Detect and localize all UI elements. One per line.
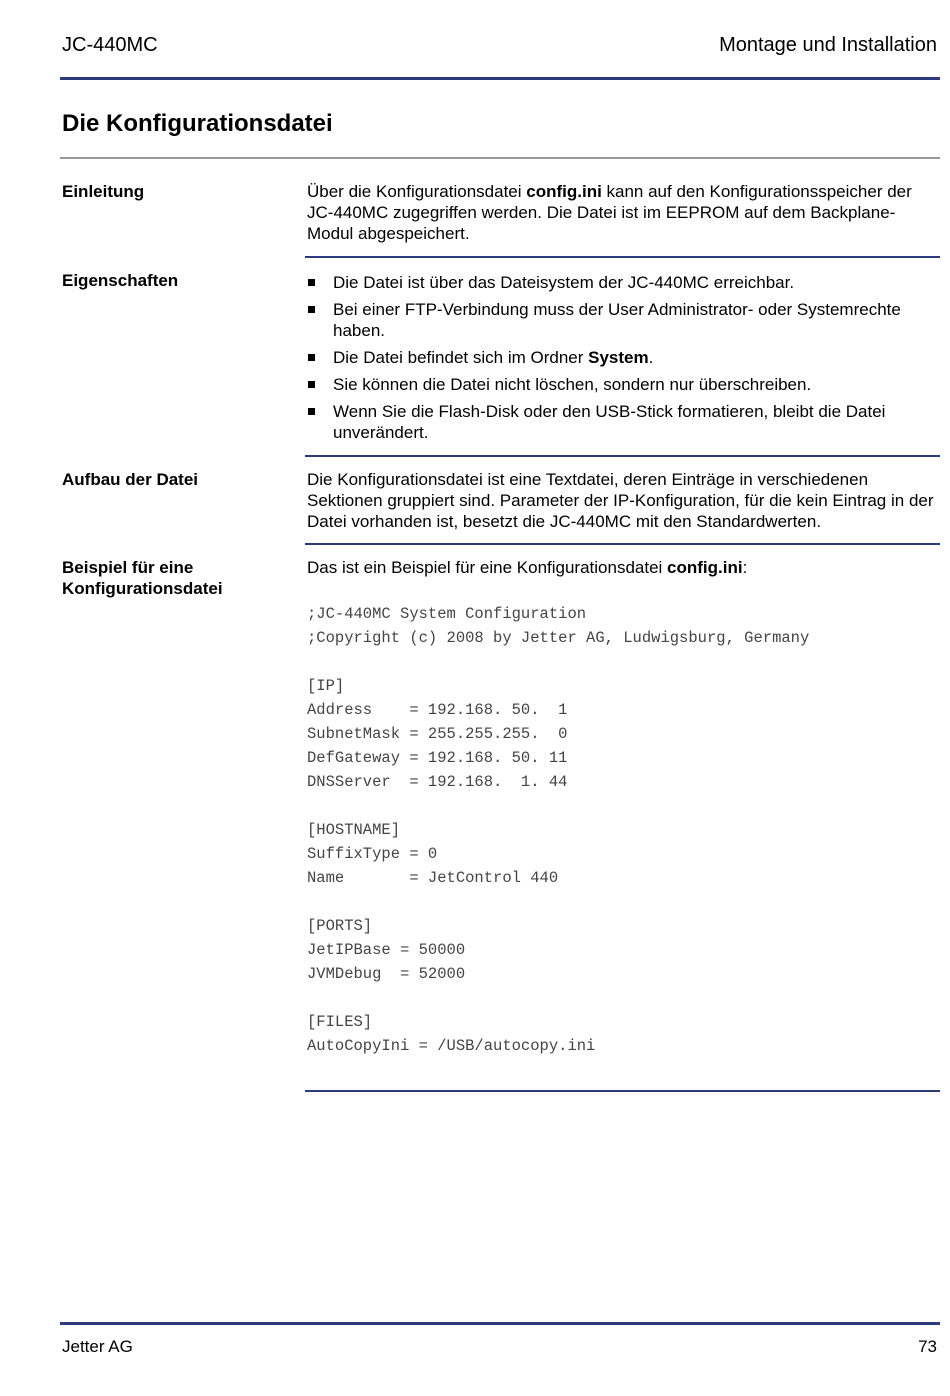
list-item-text: .: [648, 348, 654, 367]
section-label-aufbau: Aufbau der Datei: [62, 470, 199, 489]
label-line: Beispiel für eine: [62, 558, 194, 577]
bullet-square-icon: [308, 408, 315, 415]
section-text-aufbau: Die Konfigurationsdatei ist eine Textdatei, deren Einträge in verschiedenen Sektionen gruppiert sind. Parameter der IP-Konfiguration, für die kein Eintrag in der Datei vorhanden ist, besetzt die JC-440MC mit den Standardwerten.: [307, 470, 934, 531]
bullet-square-icon: [308, 381, 315, 388]
section-label-beispiel: [62, 557, 292, 599]
list-item-text: Die Datei ist über das Dateisystem der JC-440MC erreichbar.: [333, 273, 795, 292]
footer-company: Jetter AG: [62, 1337, 133, 1356]
list-item-text: Sie können die Datei nicht löschen, sondern nur überschreiben.: [333, 375, 812, 394]
section-divider: [305, 543, 940, 545]
bullet-square-icon: [308, 354, 315, 361]
list-item-text: Wenn Sie die Flash-Disk oder den USB-Stick formatieren, bleibt die Datei unverändert.: [333, 402, 886, 442]
list-item-text: Bei einer FTP-Verbindung muss der User Administrator- oder Systemrechte haben.: [333, 300, 901, 340]
einleitung-text-part: kann auf den Konfigurationsspeicher der JC-440MC zugegriffen werden. Die Datei ist im EEPROM auf dem Backplane-Modul abgespeichert.: [307, 182, 912, 243]
section-label-einleitung: Einleitung: [62, 182, 145, 201]
list-item: [307, 299, 937, 341]
title-rule: [60, 157, 940, 159]
section-divider: [305, 455, 940, 457]
beispiel-text-part: Das ist ein Beispiel für eine Konfigurationsdatei: [307, 558, 668, 577]
filename-config-ini: config.ini: [667, 558, 743, 577]
config-file-listing: ;JC-440MC System Configuration ;Copyright (c) 2008 by Jetter AG, Ludwigsburg, Germany [IP] Address = 192.168. 50. 1 SubnetMask = 255.255.255. 0 DefGateway = 192.168. 50. 11 DNSServer = 192.168. 1. 44 [HOSTNAME] SuffixType = 0 Name = JetControl 440 [PORTS] JetIPBase = 50000 JVMDebug = 52000 [FILES] AutoCopyIni = /USB/autocopy.ini: [307, 605, 810, 1055]
header-product: JC-440MC: [62, 34, 158, 56]
filename-config-ini: config.ini: [526, 182, 602, 201]
folder-name-system: System: [588, 348, 649, 367]
section-label-eigenschaften: Eigenschaften: [62, 271, 179, 290]
list-item: [307, 347, 937, 368]
page-title: Die Konfigurationsdatei: [62, 110, 333, 137]
bullet-square-icon: [308, 306, 315, 313]
bullet-square-icon: [308, 279, 315, 286]
properties-list: [307, 272, 937, 449]
section-text-einleitung: [307, 181, 937, 244]
list-item-text: Die Datei befindet sich im Ordner: [333, 348, 589, 367]
section-text-beispiel: [307, 557, 937, 578]
beispiel-text-part: :: [742, 558, 748, 577]
list-item: [307, 401, 937, 443]
list-item: [307, 374, 937, 395]
einleitung-text-part: Über die Konfigurationsdatei: [307, 182, 527, 201]
page-number: 73: [918, 1337, 937, 1356]
header-rule: [60, 77, 940, 80]
list-item: [307, 272, 937, 293]
header-chapter: Montage und Installation: [719, 34, 937, 56]
footer-rule: [60, 1322, 940, 1325]
label-line: Konfigurationsdatei: [62, 579, 223, 598]
section-divider: [305, 256, 940, 258]
section-divider: [305, 1090, 940, 1092]
